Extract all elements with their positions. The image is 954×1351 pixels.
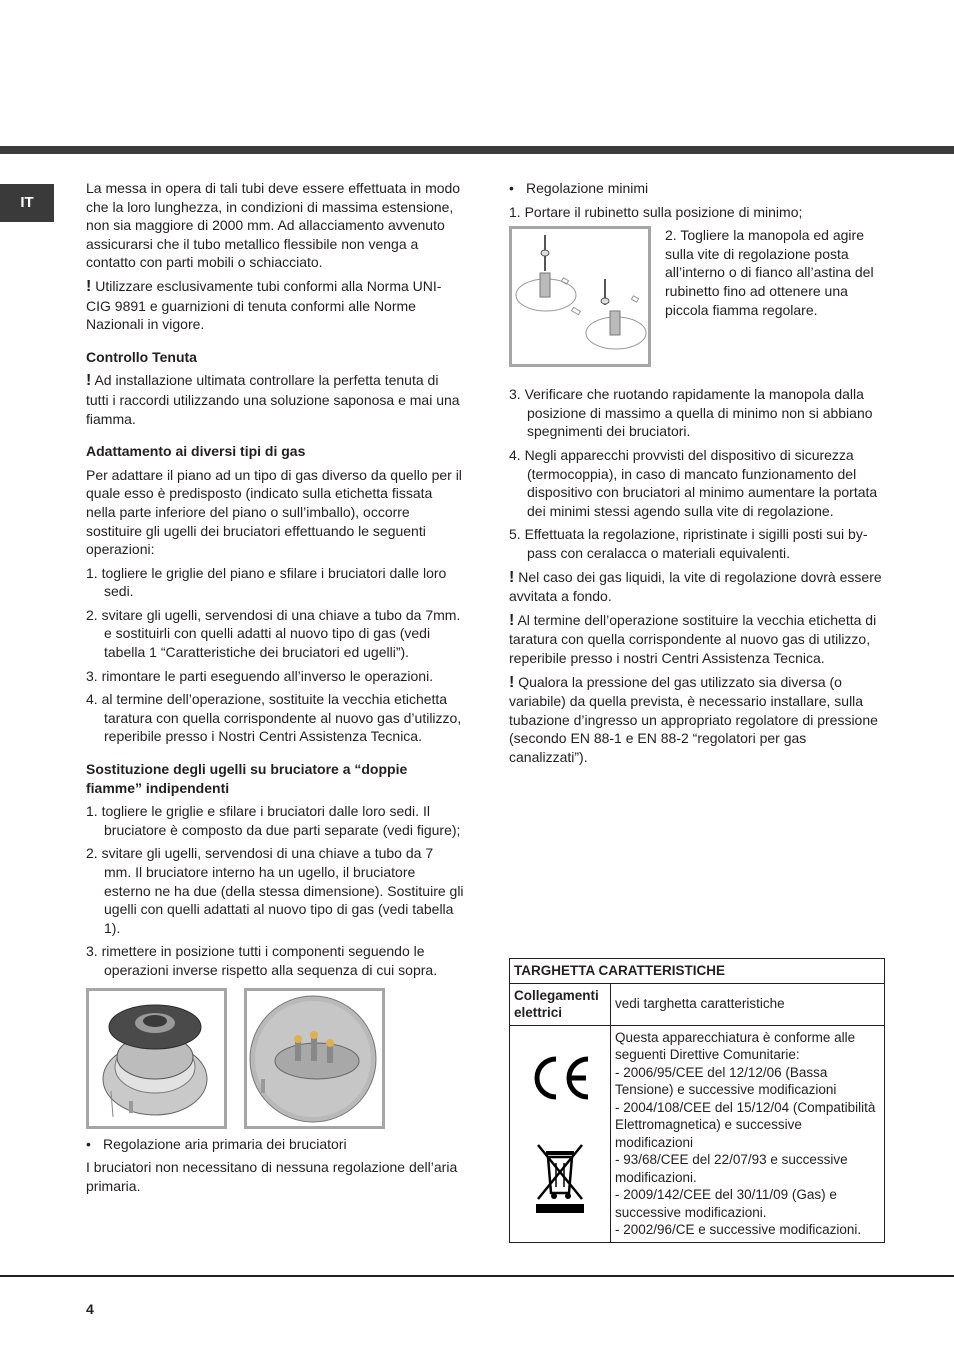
collegamenti-value: vedi targhetta caratteristiche	[611, 983, 885, 1025]
list-item: 3. rimontare le parti eseguendo all’inverso le operazioni.	[86, 667, 434, 684]
warning-pressione: ! Qualora la pressione del gas utilizzato sia diversa (o variabile) da quella prevista, è necessario installare, sulla tubazione d’ingresso un appropriato regolatore di pressione (secondo EN 88-1 e EN 88-2 “regolatori per gas canalizzati”).	[509, 673, 878, 765]
warning-tubi: ! Utilizzare esclusivamente tubi conformi alla Norma UNI-CIG 9891 e guarnizioni di tenuta conformi alle Norme Nazionali in vigore.	[86, 277, 442, 333]
right-column	[509, 179, 887, 771]
list-item: • Regolazione minimi	[509, 179, 887, 198]
burner-figures	[86, 988, 464, 1129]
directive-line: - 93/68/CEE del 22/07/93 e successive modificazioni.	[615, 1152, 848, 1185]
list-item: 1. togliere le griglie e sfilare i bruciatori dalle loro sedi. Il bruciatore è composto da due parti separate (vedi figure);	[86, 803, 461, 838]
exclamation-icon: !	[86, 277, 92, 295]
table-row	[510, 983, 885, 1025]
aria-text: I bruciatori non necessitano di nessuna regolazione dell’aria primaria.	[86, 1159, 458, 1194]
table-title: TARGHETTA CARATTERISTICHE	[510, 959, 885, 984]
ce-mark-icon	[526, 1053, 594, 1103]
list-item: 5. Effettuata la regolazione, ripristinate i sigilli posti sui by-pass con ceralacca o materiali equivalenti.	[509, 526, 868, 561]
language-tab: IT	[0, 184, 54, 222]
list-item: 2. svitare gli ugelli, servendosi di una chiave a tubo da 7 mm. Il bruciatore interno ha un ugello, il bruciatore esterno ne ha due (della stessa dimensione). Sostituire gli ugelli con quelli adattati al nuovo tipo di gas (vedi tabella 1).	[86, 845, 464, 936]
minimi-steps	[509, 385, 887, 562]
list-item: 3. Verificare che ruotando rapidamente la manopola dalla posizione di massimo a quella di minimo non si abbiano spegnimenti dei bruciatori.	[509, 386, 873, 440]
burner-exploded-figure	[86, 988, 227, 1129]
adattamento-steps	[86, 564, 464, 746]
directive-line: - 2006/95/CEE del 12/12/06 (Bassa Tensione) e successive modificazioni	[615, 1064, 837, 1097]
compliance-symbols	[510, 1025, 611, 1242]
warning-etichetta: ! Al termine dell’operazione sostituire la vecchia etichetta di taratura con quella corrispondente al nuovo gas di utilizzo, reperibile presso i nostri Centri Assistenza Tecnica.	[509, 611, 877, 666]
minimi-bullet-list	[509, 179, 887, 198]
list-item: 4. al termine dell’operazione, sostituite la vecchia etichetta taratura con quella corrispondente al nuovo gas d’utilizzo, reperibile presso i Nostri Centri Assistenza Tecnica.	[86, 691, 462, 745]
weee-bin-icon	[534, 1141, 586, 1215]
list-item: • Regolazione aria primaria dei bruciatori	[86, 1135, 464, 1154]
list-item: 3. rimettere in posizione tutti i componenti seguendo le operazioni inverse rispetto alla sequenza di cui sopra.	[86, 943, 438, 978]
aria-bullet-list	[86, 1135, 464, 1154]
targhetta-table	[509, 958, 885, 1243]
list-item: 2. svitare gli ugelli, servendosi di una chiave a tubo da 7mm. e sostituirli con quelli adatti al nuovo tipo di gas (vedi tabella 1 “Caratteristiche dei bruciatori ed ugelli”).	[86, 606, 461, 661]
doppie-steps	[86, 802, 464, 979]
heading-doppie-fiamme: Sostituzione degli ugelli su bruciatore a “doppie fiamme” indipendenti	[86, 761, 408, 796]
exclamation-icon: !	[86, 372, 92, 390]
burner-base-figure	[244, 988, 385, 1129]
list-item: 1. togliere le griglie del piano e sfilare i bruciatori dalle loro sedi.	[86, 564, 447, 600]
left-column	[86, 179, 464, 1200]
warning-gas-liquidi: ! Nel caso dei gas liquidi, la vite di regolazione dovrà essere avvitata a fondo.	[509, 568, 882, 605]
adattamento-intro: Per adattare il piano ad un tipo di gas diverso da quello per il quale esso è predisposto (indicato sulla etichetta fissata nella parte inferiore del piano o sull’imballo), occorre sostituire gli ugelli dei bruciatori effettuando le seguenti operazioni:	[86, 466, 462, 558]
collegamenti-label: Collegamenti elettrici	[510, 983, 611, 1025]
directives-cell	[611, 1025, 885, 1242]
warning-tenuta: ! Ad installazione ultimata controllare la perfetta tenuta di tutti i raccordi utilizzando una soluzione saponosa e mai una fiamma.	[86, 372, 460, 427]
minimi-step-2: 2. Togliere la manopola ed agire sulla vite di regolazione posta all’interno o di fianco all’astina del rubinetto fino ad ottenere una piccola fiamma regolare.	[665, 227, 874, 318]
exclamation-icon: !	[509, 673, 515, 691]
exclamation-icon: !	[509, 568, 515, 586]
directive-line: - 2002/96/CE e successive modificazioni.	[615, 1222, 862, 1237]
directive-line: - 2009/142/CEE del 30/11/09 (Gas) e successive modificazioni.	[615, 1187, 837, 1220]
directive-line: Questa apparecchiatura è conforme alle seguenti Direttive Comunitarie:	[615, 1029, 856, 1062]
directive-line: - 2004/108/CEE del 15/12/04 (Compatibilità Elettromagnetica) e successive modificazioni	[615, 1099, 876, 1150]
heading-adattamento: Adattamento ai diversi tipi di gas	[86, 443, 306, 460]
adjustment-row	[509, 226, 887, 367]
exclamation-icon: !	[509, 611, 515, 629]
minimi-step-1: 1. Portare il rubinetto sulla posizione di minimo;	[509, 203, 803, 220]
bottom-rule	[0, 1275, 954, 1277]
intro-paragraph: La messa in opera di tali tubi deve essere effettuata in modo che la loro lunghezza, in condizioni di massima estensione, non sia maggiore di 2000 mm. Ad allacciamento avvenuto assicurarsi che il tubo metallico flessibile non venga a contatto con parti mobili o schiacciato.	[86, 180, 461, 271]
list-item: 4. Negli apparecchi provvisti del dispositivo di sicurezza (termocoppia), in caso di mancato funzionamento del dispositivo con bruciatori al minimo aumentare la portata dei minimi stessi agendo sulla vite di regolazione.	[509, 446, 878, 519]
heading-controllo-tenuta: Controllo Tenuta	[86, 348, 197, 365]
top-rule	[0, 146, 954, 154]
table-row	[510, 1025, 885, 1242]
adjustment-screw-figure	[509, 226, 651, 367]
page-number: 4	[86, 1301, 94, 1317]
